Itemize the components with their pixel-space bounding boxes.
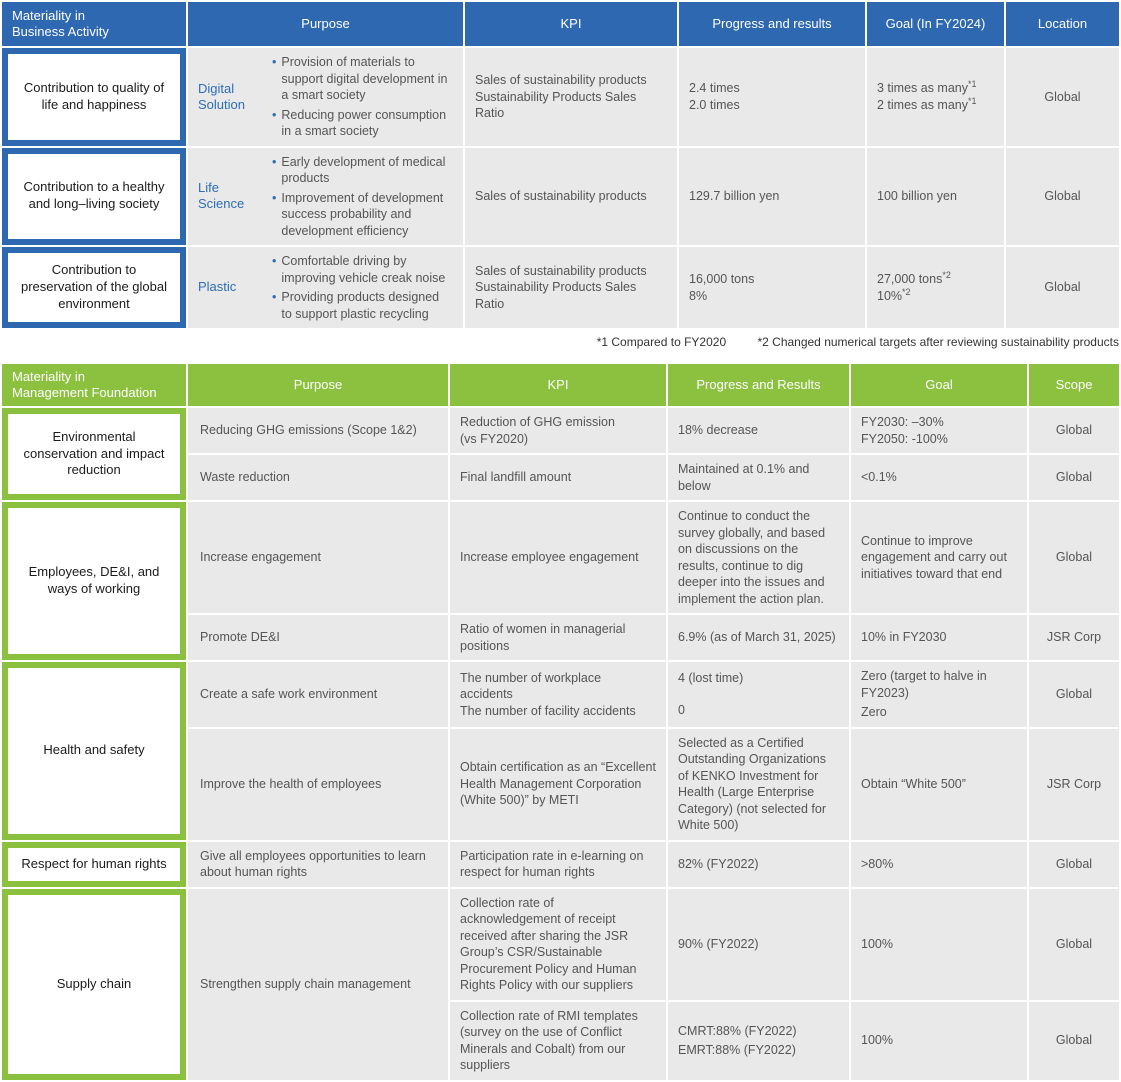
table-row: [2, 408, 1119, 453]
goal-line: FY2050: -100%: [861, 431, 948, 446]
materiality-label: Contribution to a healthy and long–living society: [8, 154, 180, 240]
progress-cell: [679, 148, 865, 246]
kpi-line: The number of facility accidents: [460, 703, 636, 718]
purpose-cell: Improve the health of employees: [188, 729, 448, 840]
table-header-row: [2, 364, 1119, 406]
purpose-cell: Increase engagement: [188, 502, 448, 613]
col-header-progress: Progress and results: [679, 2, 865, 46]
progress-cell: Maintained at 0.1% and below: [668, 455, 849, 500]
scope-cell: Global: [1029, 1002, 1119, 1080]
col-header-kpi: KPI: [450, 364, 666, 406]
col-header-scope: Scope: [1029, 364, 1119, 406]
progress-cell: [679, 48, 865, 146]
kpi-cell: [450, 408, 666, 453]
goal-line: FY2030: –30%: [861, 415, 944, 429]
footnote-marker: *1: [968, 79, 977, 90]
progress-line: 16,000 tons: [689, 272, 755, 286]
purpose-cell: [188, 247, 463, 328]
bullet-icon: •: [272, 154, 277, 169]
table-header-row: [2, 2, 1119, 46]
goal-line: 2 times as many$^{*1}$: [877, 95, 977, 112]
goal-cell: [867, 48, 1004, 146]
materiality-cell: [2, 148, 186, 246]
kpi-line: Sales of sustainability products: [475, 263, 647, 278]
purpose-cell: [188, 148, 463, 246]
category-label: Plastic: [198, 279, 237, 295]
table-row: [2, 247, 1119, 328]
progress-line: 8%: [689, 288, 708, 303]
goal-line: Zero: [861, 705, 887, 719]
kpi-cell: [450, 662, 666, 727]
kpi-line: Reduction of GHG emission: [460, 415, 615, 429]
goal-cell: 100%: [851, 889, 1027, 1000]
table-row: [2, 842, 1119, 887]
materiality-label: Respect for human rights: [8, 848, 180, 881]
business-activity-table: [0, 0, 1121, 330]
progress-line: 2.0 times: [689, 97, 740, 112]
kpi-cell: Collection rate of acknowledgement of receipt received after sharing the JSR Group’s CSR/Sustainable Procurement Policy and Human Rights Policy with our suppliers: [450, 889, 666, 1000]
progress-cell: Continue to conduct the survey globally, and based on discussions on the results, continue to dig deeper into the issues and implement the action plan.: [668, 502, 849, 613]
purpose-cell: Reducing GHG emissions (Scope 1&2): [188, 408, 448, 453]
col-header-purpose: Purpose: [188, 364, 448, 406]
purpose-bullet: Provision of materials to support digital development in a smart society: [281, 55, 448, 102]
materiality-label: Health and safety: [8, 668, 180, 834]
materiality-label: Employees, DE&I, and ways of working: [8, 508, 180, 654]
bullet-icon: •: [272, 254, 277, 268]
goal-line: Zero (target to halve in FY2023): [861, 669, 987, 700]
materiality-cell: [2, 502, 186, 660]
progress-line: 4 (lost time): [678, 671, 744, 686]
progress-line: CMRT:88% (FY2022): [678, 1023, 797, 1038]
goal-cell: Obtain “White 500”: [851, 729, 1027, 840]
purpose-cell: Strengthen supply chain management: [188, 889, 448, 1080]
goal-cell: >80%: [851, 842, 1027, 887]
col-header-progress: Progress and Results: [668, 364, 849, 406]
scope-cell: Global: [1029, 408, 1119, 453]
progress-cell: 82% (FY2022): [668, 842, 849, 887]
location-cell: Global: [1006, 247, 1119, 328]
table-row: [2, 662, 1119, 727]
goal-line: 100 billion yen: [877, 189, 957, 203]
goal-cell: [867, 247, 1004, 328]
location-cell: Global: [1006, 48, 1119, 146]
goal-cell: [867, 148, 1004, 246]
col-header-purpose: Purpose: [188, 2, 463, 46]
kpi-cell: [465, 48, 677, 146]
footnote-marker: *2: [942, 269, 951, 280]
goal-line: 27,000 tons$^{*2}$: [877, 269, 951, 286]
category-label: Digital Solution: [198, 80, 245, 112]
kpi-line: Sustainability Products Sales Ratio: [475, 89, 637, 120]
progress-line: 0: [678, 702, 685, 717]
scope-cell: Global: [1029, 455, 1119, 500]
col-header-location: Location: [1006, 2, 1119, 46]
progress-cell: Selected as a Certified Outstanding Organizations of KENKO Investment for Health (Large Enterprise Category) (not selected for White 500): [668, 729, 849, 840]
kpi-cell: Collection rate of RMI templates (survey on the use of Conflict Minerals and Cobalt) from our suppliers: [450, 1002, 666, 1080]
purpose-bullet: Comfortable driving by improving vehicle creak noise: [281, 254, 446, 285]
kpi-cell: Final landfill amount: [450, 455, 666, 500]
category-label: Life Science: [198, 180, 245, 212]
scope-cell: JSR Corp: [1029, 729, 1119, 840]
progress-cell: [668, 662, 849, 727]
goal-cell: <0.1%: [851, 455, 1027, 500]
purpose-cell: Waste reduction: [188, 455, 448, 500]
footnote-marker: *1: [968, 95, 977, 106]
header-line: Materiality in: [12, 368, 85, 384]
materiality-label: Contribution to quality of life and happiness: [8, 54, 180, 140]
location-cell: Global: [1006, 148, 1119, 246]
kpi-cell: Obtain certification as an “Excellent Health Management Corporation (White 500)” by METI: [450, 729, 666, 840]
kpi-line: (vs FY2020): [460, 431, 529, 446]
materiality-cell: [2, 889, 186, 1080]
progress-cell: [679, 247, 865, 328]
footnote-2: *2 Changed numerical targets after reviewing sustainability products: [757, 335, 1119, 349]
header-line: Management Foundation: [12, 385, 157, 400]
scope-cell: Global: [1029, 842, 1119, 887]
kpi-cell: Increase employee engagement: [450, 502, 666, 613]
materiality-cell: [2, 842, 186, 887]
scope-cell: JSR Corp: [1029, 615, 1119, 660]
kpi-line: The number of workplace accidents: [460, 670, 602, 701]
materiality-cell: [2, 48, 186, 146]
goal-cell: 100%: [851, 1002, 1027, 1080]
purpose-cell: Give all employees opportunities to learn about human rights: [188, 842, 448, 887]
materiality-label: Contribution to preservation of the global environment: [8, 253, 180, 322]
footnote-marker: *2: [902, 286, 911, 297]
purpose-bullet: Reducing power consumption in a smart society: [281, 107, 447, 138]
table-row: [2, 148, 1119, 246]
purpose-cell: Promote DE&I: [188, 615, 448, 660]
goal-cell: [851, 662, 1027, 727]
kpi-cell: Ratio of women in managerial positions: [450, 615, 666, 660]
materiality-cell: [2, 662, 186, 840]
progress-cell: 90% (FY2022): [668, 889, 849, 1000]
header-line: Materiality in: [12, 7, 85, 23]
scope-cell: Global: [1029, 889, 1119, 1000]
materiality-label: Supply chain: [8, 895, 180, 1074]
kpi-line: Sustainability Products Sales Ratio: [475, 280, 637, 311]
col-header-kpi: KPI: [465, 2, 677, 46]
scope-cell: Global: [1029, 662, 1119, 727]
table-row: [2, 48, 1119, 146]
purpose-bullet: Providing products designed to support plastic recycling: [281, 290, 440, 321]
kpi-cell: [465, 148, 677, 246]
materiality-cell: [2, 408, 186, 500]
footnotes: [0, 335, 1119, 349]
purpose-bullet: Early development of medical products: [281, 154, 446, 185]
materiality-label: Environmental conservation and impact reduction: [8, 414, 180, 494]
goal-line: 3 times as many$^{*1}$: [877, 79, 977, 96]
bullet-icon: •: [272, 290, 277, 304]
col-header-materiality-business: [2, 2, 186, 46]
purpose-cell: [188, 48, 463, 146]
goal-cell: 10% in FY2030: [851, 615, 1027, 660]
materiality-cell: [2, 247, 186, 328]
progress-line: EMRT:88% (FY2022): [678, 1043, 796, 1057]
col-header-goal: Goal (In FY2024): [867, 2, 1004, 46]
scope-cell: Global: [1029, 502, 1119, 613]
table-row: [2, 502, 1119, 613]
purpose-cell: Create a safe work environment: [188, 662, 448, 727]
progress-cell: [668, 1002, 849, 1080]
col-header-goal: Goal: [851, 364, 1027, 406]
kpi-cell: [465, 247, 677, 328]
header-line: Business Activity: [12, 24, 109, 39]
progress-cell: 6.9% (as of March 31, 2025): [668, 615, 849, 660]
table-row: [2, 889, 1119, 1000]
progress-line: 2.4 times: [689, 81, 740, 96]
kpi-line: Sales of sustainability products: [475, 189, 647, 203]
bullet-icon: •: [272, 55, 277, 69]
bullet-icon: •: [272, 107, 277, 122]
purpose-bullet: Improvement of development success probability and development efficiency: [281, 190, 444, 238]
goal-cell: Continue to improve engagement and carry out initiatives toward that end: [851, 502, 1027, 613]
progress-line: 129.7 billion yen: [689, 189, 780, 203]
management-foundation-table: [0, 362, 1121, 1082]
bullet-icon: •: [272, 190, 277, 205]
progress-cell: 18% decrease: [668, 408, 849, 453]
kpi-line: Sales of sustainability products: [475, 73, 647, 87]
goal-cell: [851, 408, 1027, 453]
goal-line: 10%$^{*2}$: [877, 286, 911, 303]
footnote-1: *1 Compared to FY2020: [596, 335, 727, 349]
col-header-materiality-foundation: [2, 364, 186, 406]
kpi-cell: Participation rate in e-learning on respect for human rights: [450, 842, 666, 887]
